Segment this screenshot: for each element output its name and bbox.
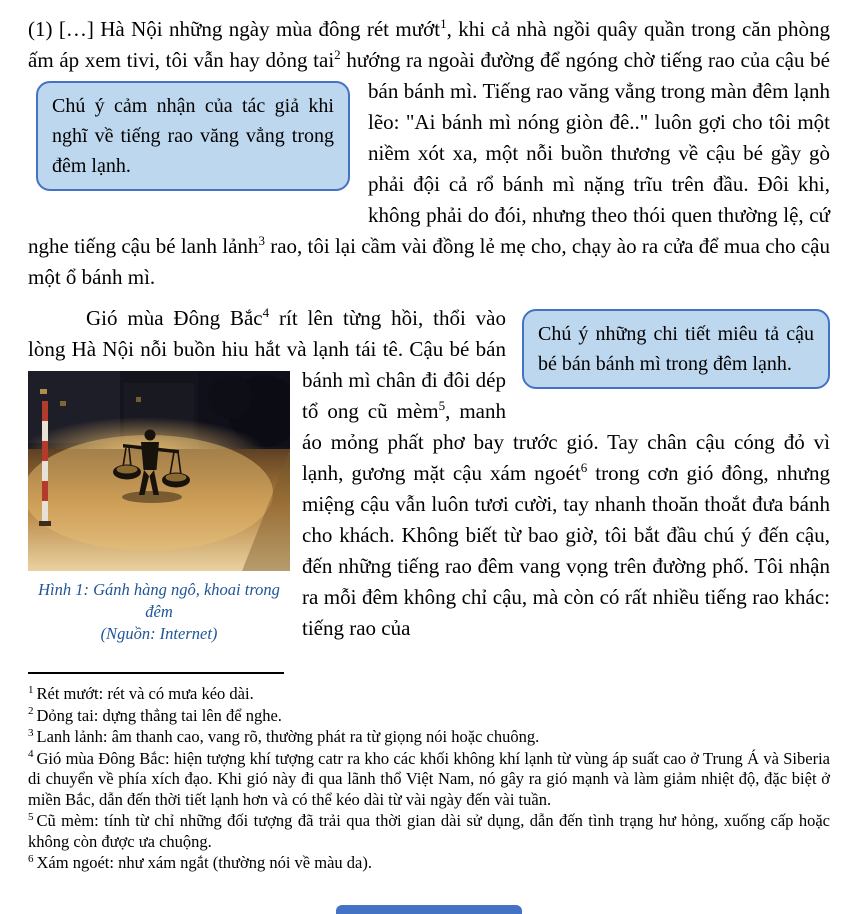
footnote-5 <box>28 811 830 852</box>
footnote-3-number: 3 <box>28 726 34 739</box>
footnote-separator <box>28 672 284 674</box>
figure-caption-source: (Nguồn: Internet) <box>100 624 218 643</box>
footnote-6-text: Xám ngoét: như xám ngắt (thường nói về màu da). <box>36 853 372 872</box>
street-vendor-night-photo <box>28 371 290 571</box>
footnote-4 <box>28 749 830 811</box>
paragraph-1-text-end: của cậu bé bán bánh mì. Tiếng rao văng vẳng trong màn đêm lạnh lẽo: "Ai bánh mì nóng giòn đê.." luôn gợi cho tôi một niềm xót xa, một nỗi buồn thương về cậu bé gầy gò phải đội cả rổ bánh mì nặng trĩu trên đầu. Đôi khi, không phải do đói, nhưng theo thói quen thường lệ, cứ nghe tiếng cậu bé lanh lảnh$^3$ rao, tôi lại cầm vài đồng lẻ mẹ cho, chạy ào ra cửa để mua cho cậu một ổ bánh mì. <box>28 48 831 289</box>
footnote-1-number: 1 <box>28 683 34 696</box>
callout-boy-details <box>522 309 830 389</box>
footnote-6 <box>28 853 830 874</box>
footnote-5-text: Cũ mèm: tính từ chỉ những đối tượng đã trải qua thời gian dài sử dụng, dẫn đến tình trạng hư hỏng, xuống cấp hoặc không còn được ưa chuộng. <box>28 811 830 851</box>
paragraph-2 <box>28 303 830 644</box>
footnote-2-number: 2 <box>28 705 34 717</box>
callout-boy-details-text: Chú ý những chi tiết miêu tả cậu bé bán bánh mì trong đêm lạnh. <box>538 323 814 375</box>
callout-author-feeling-text: Chú ý cảm nhận của tác giả khi nghĩ về tiếng rao văng vẳng trong đêm lạnh. <box>52 95 334 177</box>
figure-caption <box>28 579 290 645</box>
footnote-1 <box>28 684 830 705</box>
figure-caption-title: Hình 1: Gánh hàng ngô, khoai trong đêm <box>38 580 280 621</box>
footnote-3-text: Lanh lảnh: âm thanh cao, vang rõ, thường phát ra từ giọng nói hoặc chuông. <box>36 727 540 746</box>
paragraph-1 <box>28 14 830 293</box>
footnote-4-number: 4 <box>28 748 34 760</box>
footnote-6-number: 6 <box>28 852 34 865</box>
paragraph-2-text-end: mì chân đi đôi dép tổ ong cũ mèm$^5$, manh áo mỏng phất phơ bay trước gió. Tay chân cậu cóng đỏ vì lạnh, gương mặt cậu xám ngoét$^6$ trong cơn gió đông, nhưng miệng cậu vẫn luôn tươi cười, tay nhanh thoăn thoắt đưa bánh cho khách. Không biết từ bao giờ, tôi bắt đầu chú ý đến cậu, đến những tiếng rao đêm vang vọng trên đường phố. Tôi nhận ra mỗi đêm không chỉ cậu, mà còn có rất nhiều tiếng rao khác: tiếng rao của <box>302 368 830 640</box>
paragraph-2-text-start: Gió mùa Đông Bắc$^4$ rít lên từng hồi, thổi vào lòng Hà Nội nỗi buồn hiu hắt và lạnh tái tê. Cậu bé bán bánh <box>28 305 506 392</box>
footnote-3 <box>28 727 830 748</box>
footnote-5-number: 5 <box>28 810 34 823</box>
footnote-2-text: Dỏng tai: dựng thẳng tai lên để nghe. <box>36 705 282 725</box>
footnote-4-text: Gió mùa Đông Bắc: hiện tượng khí tượng catr ra kho các khối không khí lạnh từ vùng áp suất cao ở Trung Á và Siberia di chuyển về phía xích đạo. Khi gió này đi qua lãnh thổ Việt Nam, nó gây ra gió mạnh và làm giảm nhiệt độ, đặc biệt ở miền Bắc, dẫn đến thời tiết lạnh hơn và có thể kéo dài từ vài ngày đến vài tuần. <box>28 748 830 809</box>
clipped-next-callout-edge <box>336 905 522 914</box>
footnote-2 <box>28 706 830 727</box>
figure-1 <box>28 371 290 645</box>
paragraph-1-text-start: (1) […] Hà Nội những ngày mùa đông rét mướt$^1$, khi cả nhà ngồi quây quần trong căn phòng ấm áp xem tivi, tôi vẫn hay dỏng tai$^2$ hướng ra ngoài đường để ngóng chờ tiếng rao <box>28 16 830 72</box>
callout-author-feeling <box>36 81 350 191</box>
footnotes-section <box>28 672 830 875</box>
footnote-1-text: Rét mướt: rét và có mưa kéo dài. <box>36 684 254 703</box>
